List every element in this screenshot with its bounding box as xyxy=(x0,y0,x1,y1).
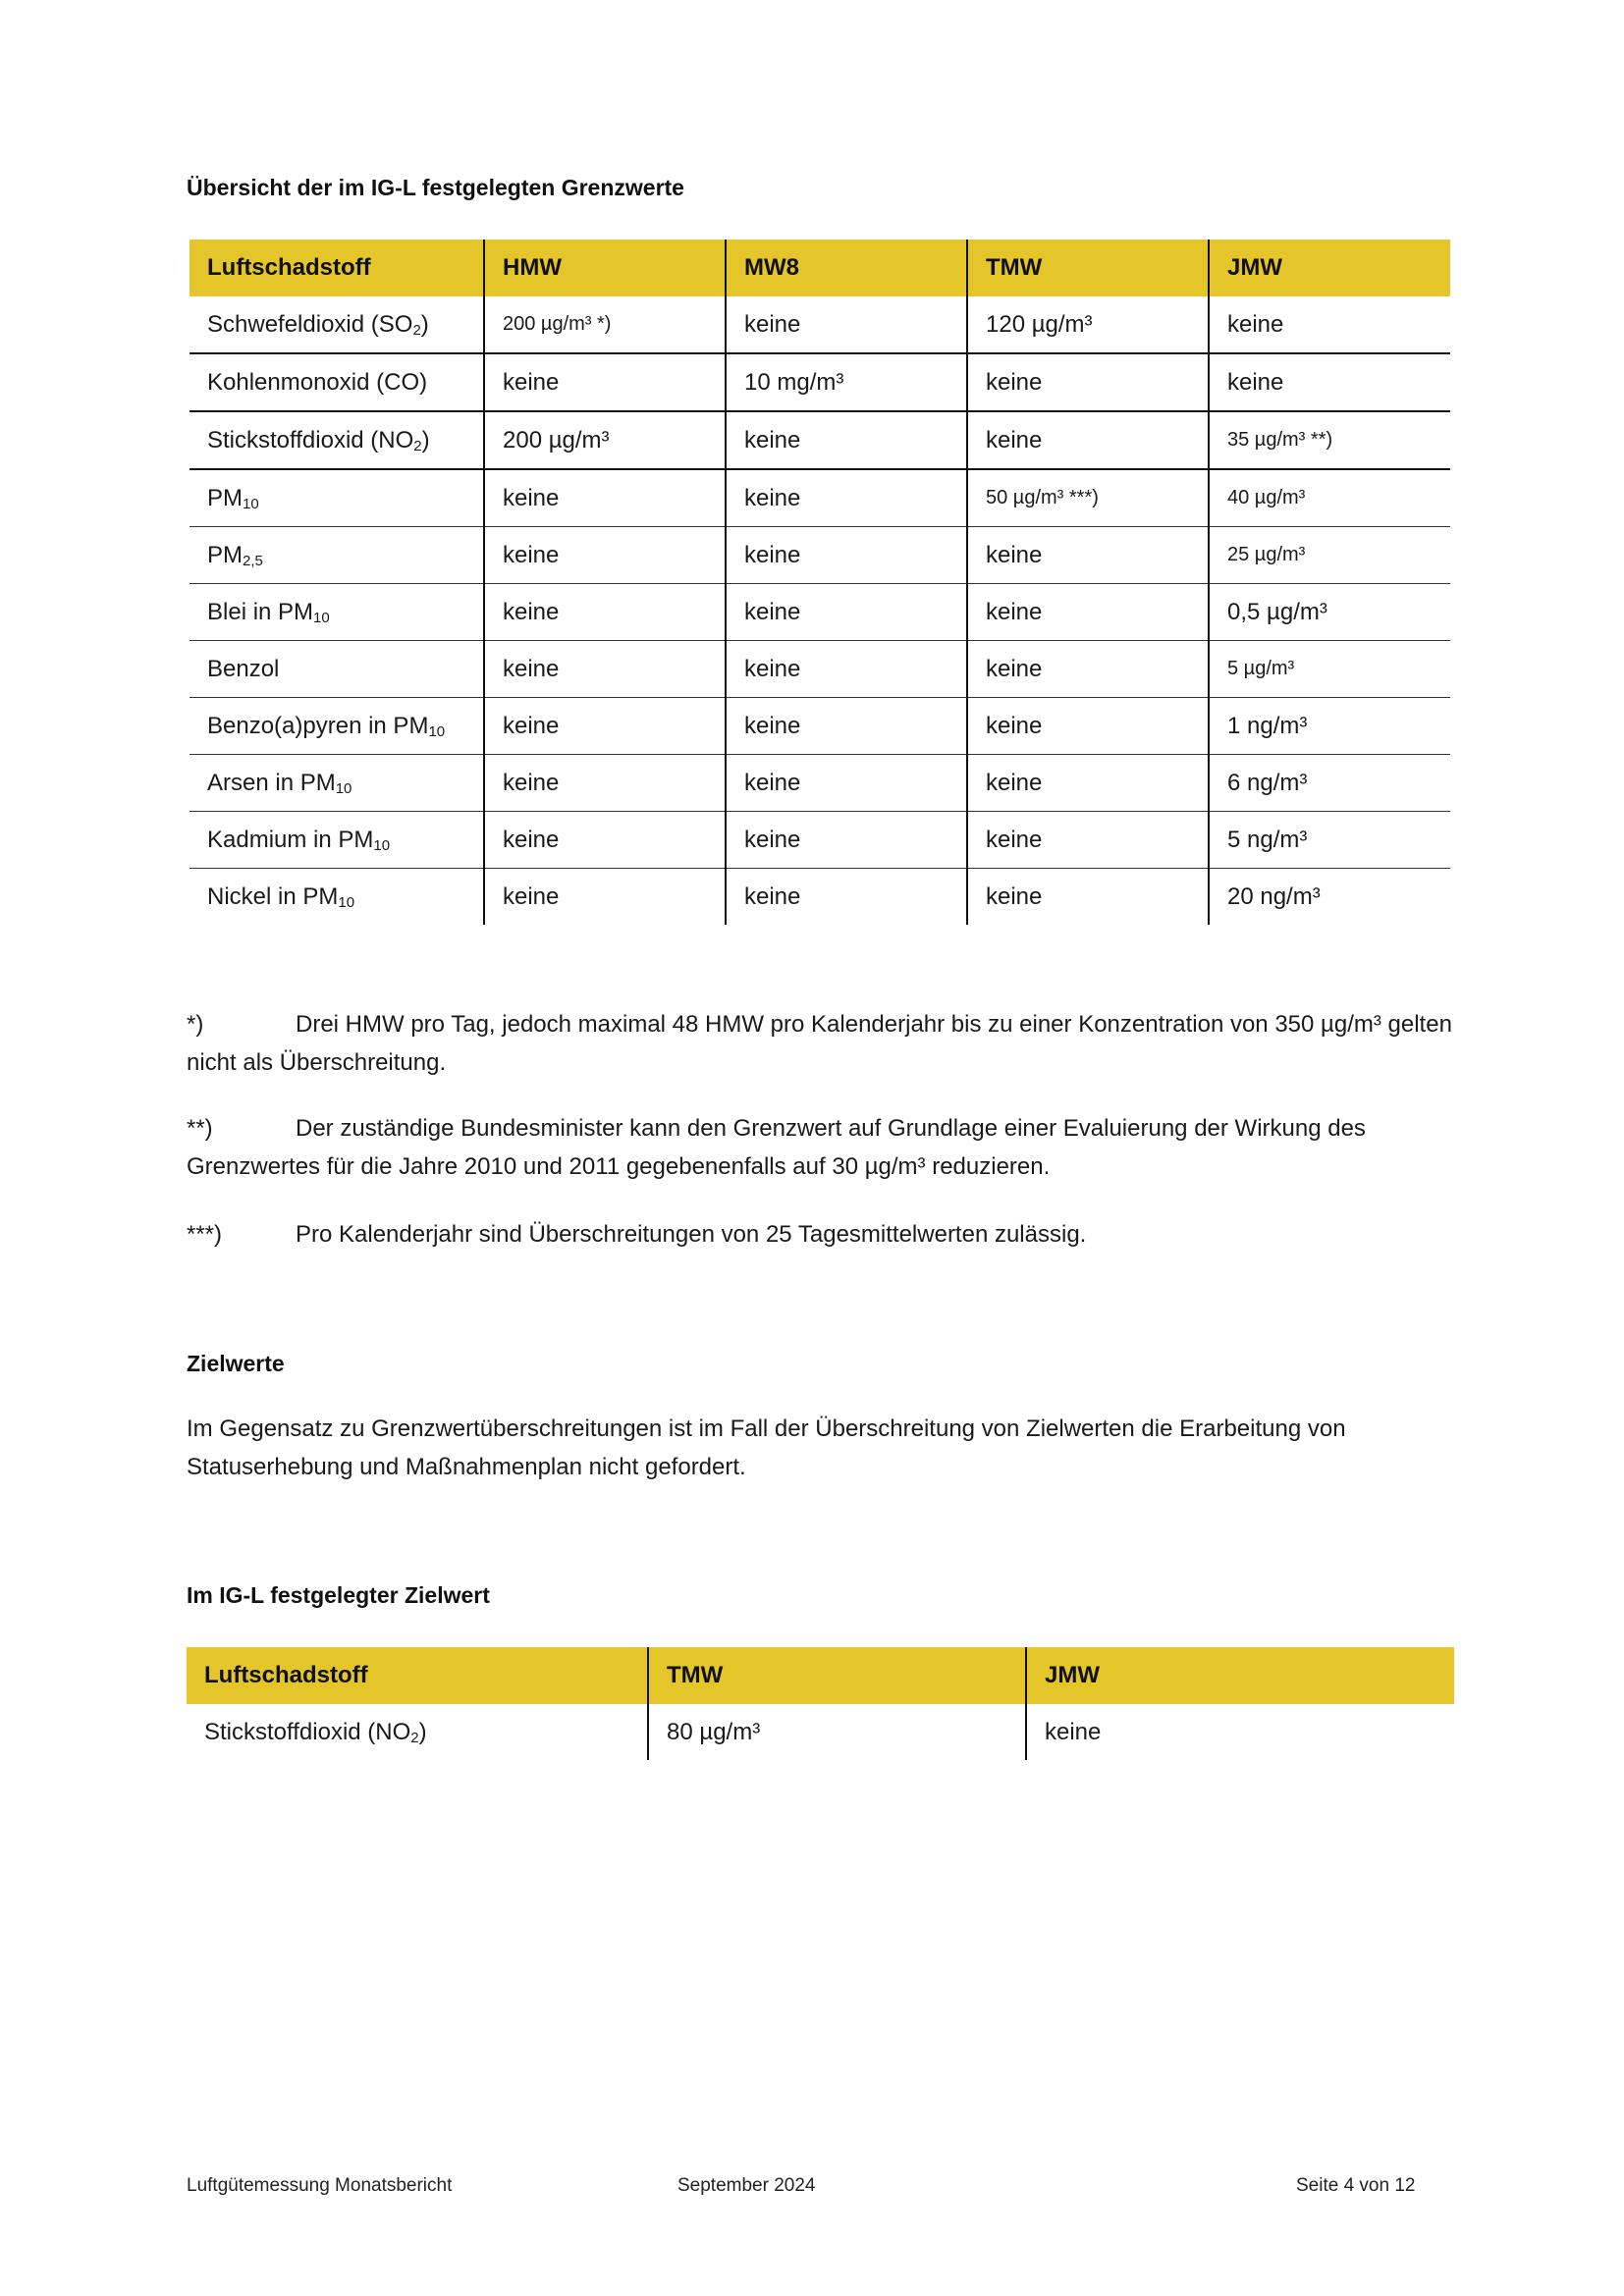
jmw-cell: 25 µg/m³ xyxy=(1209,527,1450,584)
table-row xyxy=(189,353,1450,411)
jmw-cell: keine xyxy=(1209,353,1450,411)
limits-table xyxy=(189,240,1450,925)
jmw-cell: 1 ng/m³ xyxy=(1209,698,1450,755)
hmw-cell: keine xyxy=(484,527,726,584)
mw8-cell: keine xyxy=(726,755,967,812)
tmw-cell: keine xyxy=(967,755,1209,812)
mw8-cell: keine xyxy=(726,527,967,584)
mw8-cell: keine xyxy=(726,411,967,469)
pollutant-cell: Schwefeldioxid $(SO_2)$ xyxy=(207,310,429,339)
table2-title: Im IG-L festgelegter Zielwert xyxy=(187,1582,490,1608)
table-row xyxy=(189,411,1450,469)
jmw-cell: 5 ng/m³ xyxy=(1209,812,1450,869)
table-row xyxy=(189,698,1450,755)
table-row xyxy=(189,527,1450,584)
col-header-tmw: TMW xyxy=(967,240,1209,296)
mw8-cell: keine xyxy=(726,584,967,641)
jmw-cell: 0,5 µg/m³ xyxy=(1209,584,1450,641)
footnote xyxy=(187,1215,1463,1254)
footnote-mark: ***) xyxy=(187,1221,223,1248)
pollutant-cell: Nickel in $PM_{10}$ xyxy=(189,869,484,926)
tmw-cell: keine xyxy=(967,869,1209,926)
jmw-cell: 5 µg/m³ xyxy=(1209,641,1450,698)
col-header-hmw: HMW xyxy=(484,240,726,296)
hmw-cell: keine xyxy=(484,755,726,812)
hmw-cell: 200 µg/m³ xyxy=(484,411,726,469)
tmw-cell: keine xyxy=(967,353,1209,411)
tmw-cell: keine xyxy=(967,641,1209,698)
jmw-cell: 40 µg/m³ xyxy=(1209,469,1450,527)
footnote-text: Pro Kalenderjahr sind Überschreitungen von 25 Tagesmittelwerten zulässig. xyxy=(296,1221,1087,1248)
footnote-mark: **) xyxy=(187,1115,213,1142)
table-row xyxy=(189,641,1450,698)
jmw-cell: keine xyxy=(1026,1704,1454,1760)
table-row xyxy=(189,296,1450,353)
footer-left: Luftgütemessung Monatsbericht xyxy=(187,2175,453,2196)
mw8-cell: keine xyxy=(726,698,967,755)
tmw-cell: keine xyxy=(967,812,1209,869)
hmw-cell: keine xyxy=(484,869,726,926)
pollutant-cell: Benzol xyxy=(189,641,484,698)
target-table xyxy=(187,1647,1454,1760)
table1-title: Übersicht der im IG-L festgelegten Grenzwerte xyxy=(187,175,684,200)
pollutant-cell: $PM_{2,5}$ xyxy=(189,527,484,584)
tmw-cell: keine xyxy=(967,698,1209,755)
hmw-cell: keine xyxy=(484,641,726,698)
jmw-cell: keine xyxy=(1209,296,1450,353)
jmw-cell: 35 µg/m³ **) xyxy=(1209,411,1450,469)
mw8-cell: keine xyxy=(726,869,967,926)
mw8-cell: keine xyxy=(726,469,967,527)
mw8-cell: keine xyxy=(726,641,967,698)
mw8-cell: keine xyxy=(726,296,967,353)
pollutant-cell: Blei in $PM_{10}$ xyxy=(189,584,484,641)
hmw-cell: 200 µg/m³ *) xyxy=(484,296,726,353)
col-header-pollutant: Luftschadstoff xyxy=(189,240,484,296)
tmw-cell: 50 µg/m³ ***) xyxy=(967,469,1209,527)
pollutant-cell: Stickstoffdioxid $(NO_2)$ xyxy=(204,1718,427,1746)
jmw-cell: 20 ng/m³ xyxy=(1209,869,1450,926)
hmw-cell: keine xyxy=(484,584,726,641)
tmw-cell: keine xyxy=(967,527,1209,584)
mw8-cell: keine xyxy=(726,812,967,869)
hmw-cell: keine xyxy=(484,812,726,869)
pollutant-cell: Stickstoffdioxid $(NO_2)$ xyxy=(189,411,484,469)
tmw-cell: keine xyxy=(967,411,1209,469)
table-row xyxy=(189,755,1450,812)
footnote xyxy=(187,1005,1463,1082)
table-row xyxy=(187,1704,1454,1760)
tmw-cell: keine xyxy=(967,584,1209,641)
footer-center: September 2024 xyxy=(677,2175,816,2196)
hmw-cell: keine xyxy=(484,469,726,527)
footnote-mark: *) xyxy=(187,1011,204,1038)
tmw-cell: 120 µg/m³ xyxy=(967,296,1209,353)
pollutant-cell: Kohlenmonoxid (CO) xyxy=(189,353,484,411)
table-row xyxy=(189,584,1450,641)
col-header-pollutant: Luftschadstoff xyxy=(187,1647,648,1704)
table-row xyxy=(189,812,1450,869)
mw8-cell: 10 mg/m³ xyxy=(726,353,967,411)
tmw-cell: 80 µg/m³ xyxy=(648,1704,1026,1760)
footnote-text: Der zuständige Bundesminister kann den Grenzwert auf Grundlage einer Evaluierung der Wirkung des Grenzwertes für die Jahre 2010 und 2011 gegebenenfalls auf 30 µg/m³ reduzieren. xyxy=(187,1115,1366,1180)
col-header-jmw: JMW xyxy=(1026,1647,1454,1704)
footnote xyxy=(187,1109,1463,1186)
pollutant-cell: Kadmium in $PM_{10}$ xyxy=(189,812,484,869)
zielwerte-heading: Zielwerte xyxy=(187,1351,285,1376)
col-header-mw8: MW8 xyxy=(726,240,967,296)
jmw-cell: 6 ng/m³ xyxy=(1209,755,1450,812)
table-row xyxy=(189,869,1450,926)
zielwerte-text: Im Gegensatz zu Grenzwertüberschreitungen ist im Fall der Überschreitung von Zielwerten die Erarbeitung von Statuserhebung und Maßnahmenplan nicht gefordert. xyxy=(187,1415,1346,1480)
table-header-row xyxy=(187,1647,1454,1704)
hmw-cell: keine xyxy=(484,698,726,755)
pollutant-cell: Arsen in $PM_{10}$ xyxy=(189,755,484,812)
hmw-cell: keine xyxy=(484,353,726,411)
footnote-text: Drei HMW pro Tag, jedoch maximal 48 HMW pro Kalenderjahr bis zu einer Konzentration von 350 µg/m³ gelten nicht als Überschreitung. xyxy=(187,1011,1452,1076)
pollutant-cell: $PM_{10}$ xyxy=(189,469,484,527)
col-header-tmw: TMW xyxy=(648,1647,1026,1704)
pollutant-cell: Benzo(a)pyren in $PM_{10}$ xyxy=(189,698,484,755)
col-header-jmw: JMW xyxy=(1209,240,1450,296)
table-row xyxy=(189,469,1450,527)
table-header-row xyxy=(189,240,1450,296)
footer-right: Seite 4 von 12 xyxy=(1296,2175,1416,2196)
